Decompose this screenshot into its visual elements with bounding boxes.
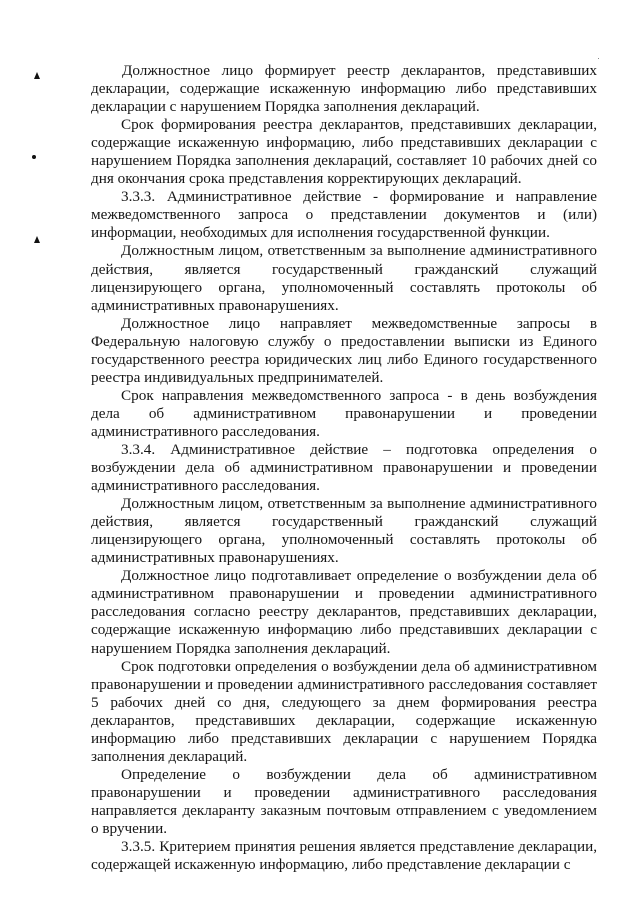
scan-mark [34,72,40,79]
paragraph: Срок подготовки определения о возбуждении дела об административном правонарушении и проведении административного расследования составляет 5 рабочих дней со дня, следующего за днем формирования реестра декларантов, представивших декларации, содержащие искаженную информацию либо представивших декларации с нарушением Порядка заполнения деклараций. [91,657,597,765]
paragraph: 3.3.3. Административное действие - формирование и направление межведомственного запроса о представлении документов и (или) информации, необходимых для исполнения государственной функции. [91,188,597,242]
document-body [91,62,597,874]
scan-speck [598,58,599,59]
paragraph: Должностным лицом, ответственным за выполнение административного действия, является государственный гражданский служащий лицензирующего органа, уполномоченный составлять протоколы об административных правонарушениях. [91,495,597,567]
paragraph: 3.3.4. Административное действие – подготовка определения о возбуждении дела об административном правонарушении и проведении административного расследования. [91,440,597,495]
paragraph: Должностным лицом, ответственным за выполнение административного действия, является государственный гражданский служащий лицензирующего органа, уполномоченный составлять протоколы об административных правонарушениях. [91,242,597,314]
paragraph: 3.3.5. Критерием принятия решения является представление декларации, содержащей искаженную информацию, либо представление декларации с [91,838,597,874]
paragraph: Срок формирования реестра декларантов, представивших декларации, содержащие искаженную информацию, либо представивших декларации с нарушением Порядка заполнения деклараций, составляет 10 рабочих дней со дня окончания срока представления корректирующих деклараций. [91,116,597,188]
paragraph: Должностное лицо формирует реестр декларантов, представивших декларации, содержащие искаженную информацию либо представивших декларации с нарушением Порядка заполнения деклараций. [91,62,597,116]
scan-mark [34,236,40,243]
paragraph: Должностное лицо подготавливает определение о возбуждении дела об административном правонарушении и проведении административного расследования согласно реестру декларантов, представивших декларации, содержащие искаженную информацию либо представивших декларации с нарушением Порядка заполнения деклараций. [91,567,597,657]
paragraph: Определение о возбуждении дела об административном правонарушении и проведении административного расследования направляется декларанту заказным почтовым отправлением с уведомлением о вручении. [91,765,597,837]
scan-mark [32,155,36,159]
paragraph: Должностное лицо направляет межведомственные запросы в Федеральную налоговую службу о предоставлении выписки из Единого государственного реестра юридических лиц либо Единого государственного реестра индивидуальных предпринимателей. [91,314,597,386]
paragraph: Срок направления межведомственного запроса - в день возбуждения дела об административном правонарушении и проведении административного расследования. [91,386,597,440]
